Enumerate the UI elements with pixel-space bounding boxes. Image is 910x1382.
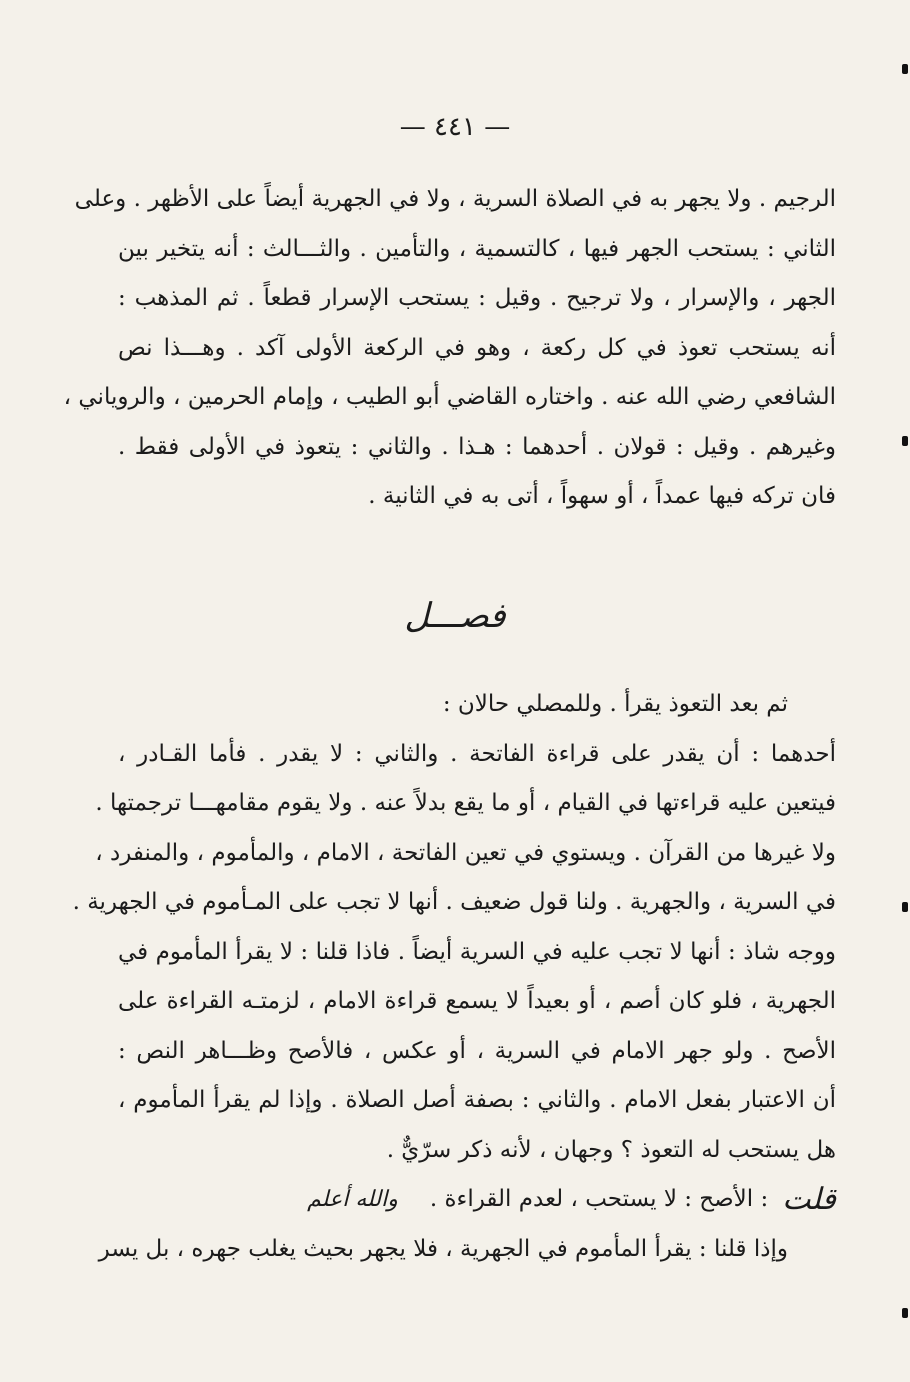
margin-mark [902,1308,908,1318]
text-line: وإذا قلنا : يقرأ المأموم في الجهرية ، فلا يجهر بحيث يغلب جهره ، بل يسر [98,1235,788,1262]
text-line: الجهرية ، فلو كان أصم ، أو بعيداً لا يسمع قراءة الامام ، لزمتـه القراءة على [118,988,836,1014]
text-line: الجهر ، والإسرار ، ولا ترجيح . وقيل : يستحب الإسرار قطعاً . ثم المذهب : [118,285,836,311]
text-line: الثاني : يستحب الجهر فيها ، كالتسمية ، والتأمين . والثـــالث : أنه يتخير بين [118,235,836,262]
page-number: — ٤٤١ — [399,112,511,142]
text-line: هل يستحب له التعوذ ؟ وجهان ، لأنه ذكر سرّيٌّ . [386,1136,836,1163]
text-line: فان تركه فيها عمداً ، أو سهواً ، أتى به في الثانية . [368,483,836,509]
paragraph-1 [63,175,836,522]
text-line: فيتعين عليه قراءتها في القيام ، أو ما يقع بدلاً عنه . ولا يقوم مقامهـــا ترجمتها . [95,790,836,816]
qult-label: قلت [782,1182,836,1217]
text-line: ولا غيرها من القرآن . ويستوي في تعين الفاتحة ، الامام ، والمأموم ، والمنفرد ، [95,839,836,866]
text-line: وغيرهم . وقيل : قولان . أحدهما : هـذا . والثاني : يتعوذ في الأولى فقط . [118,433,836,460]
qult-line [118,1175,836,1225]
closing-formula: والله أعلم [307,1187,398,1212]
margin-mark [902,64,908,74]
text-line: الرجيم . ولا يجهر به في الصلاة السرية ، ولا في الجهرية أيضاً على الأظهر . وعلى [74,186,836,212]
text-line: ووجه شاذ : أنها لا تجب عليه في السرية أيضاً . فاذا قلنا : لا يقرأ المأموم في [118,938,836,965]
qult-text: : الأصح : لا يستحب ، لعدم القراءة . [429,1186,769,1212]
margin-mark [902,436,908,446]
text-line: أنه يستحب تعوذ في كل ركعة ، وهو في الركعة الأولى آكد . وهـــذا نص [118,334,836,361]
text-line: أن الاعتبار بفعل الامام . والثاني : بصفة أصل الصلاة . وإذا لم يقرأ المأموم ، [118,1087,836,1113]
text-line: الشافعي رضي الله عنه . واختاره القاضي أبو الطيب ، وإمام الحرمين ، والروياني ، [63,384,836,410]
margin-mark [902,902,908,912]
text-line: أحدهما : أن يقدر على قراءة الفاتحة . والثاني : لا يقدر . فأما القـادر ، [118,740,836,767]
paragraph-2 [72,680,836,1274]
text-line: في السرية ، والجهرية . ولنا قول ضعيف . أنها لا تجب على المـأموم في الجهرية . [72,889,836,915]
text-line: الأصح . ولو جهر الامام في السرية ، أو عكس ، فالأصح وظـــاهر النص : [118,1037,836,1064]
section-heading: فصـــل [404,596,506,636]
text-line: ثم بعد التعوذ يقرأ . وللمصلي حالان : [442,691,788,717]
